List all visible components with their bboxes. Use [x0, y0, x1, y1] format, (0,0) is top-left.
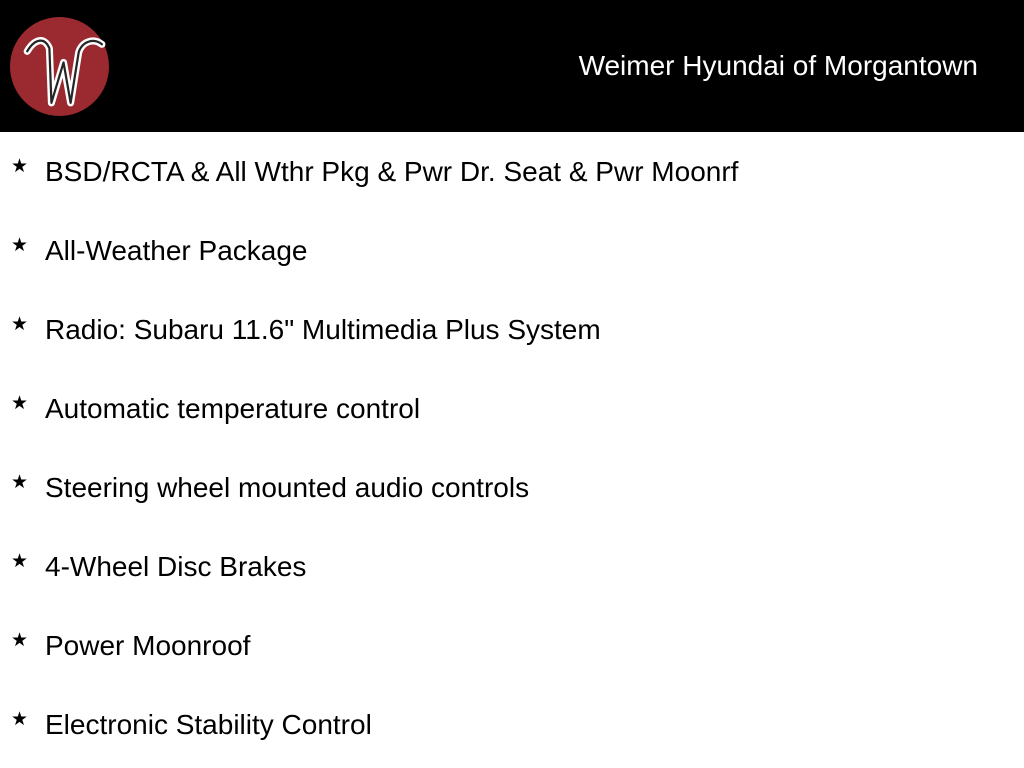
feature-item — [0, 369, 1024, 448]
feature-label: Electronic Stability Control — [45, 709, 372, 740]
star-icon: ★ — [11, 235, 29, 256]
feature-label: Automatic temperature control — [45, 393, 421, 424]
feature-item — [0, 527, 1024, 606]
star-icon: ★ — [11, 393, 29, 414]
feature-item — [0, 448, 1024, 527]
star-icon: ★ — [11, 709, 29, 730]
feature-label: All-Weather Package — [45, 235, 308, 266]
star-icon: ★ — [11, 630, 29, 651]
star-icon: ★ — [11, 551, 29, 572]
star-icon: ★ — [11, 156, 29, 177]
star-icon: ★ — [11, 314, 29, 335]
dealer-name: Weimer Hyundai of Morgantown — [578, 50, 978, 81]
feature-list — [0, 132, 1024, 764]
feature-item — [0, 290, 1024, 369]
feature-label: 4-Wheel Disc Brakes — [45, 551, 307, 582]
feature-label: BSD/RCTA & All Wthr Pkg & Pwr Dr. Seat & Pwr Moonrf — [45, 156, 739, 187]
feature-item — [0, 606, 1024, 685]
star-icon: ★ — [11, 472, 29, 493]
feature-label: Radio: Subaru 11.6" Multimedia Plus System — [45, 314, 601, 345]
feature-label: Power Moonroof — [45, 630, 251, 661]
header-bar — [0, 0, 1024, 132]
w-logo-icon — [9, 16, 110, 117]
feature-item — [0, 132, 1024, 211]
feature-label: Steering wheel mounted audio controls — [45, 472, 530, 503]
feature-item — [0, 685, 1024, 764]
feature-item — [0, 211, 1024, 290]
